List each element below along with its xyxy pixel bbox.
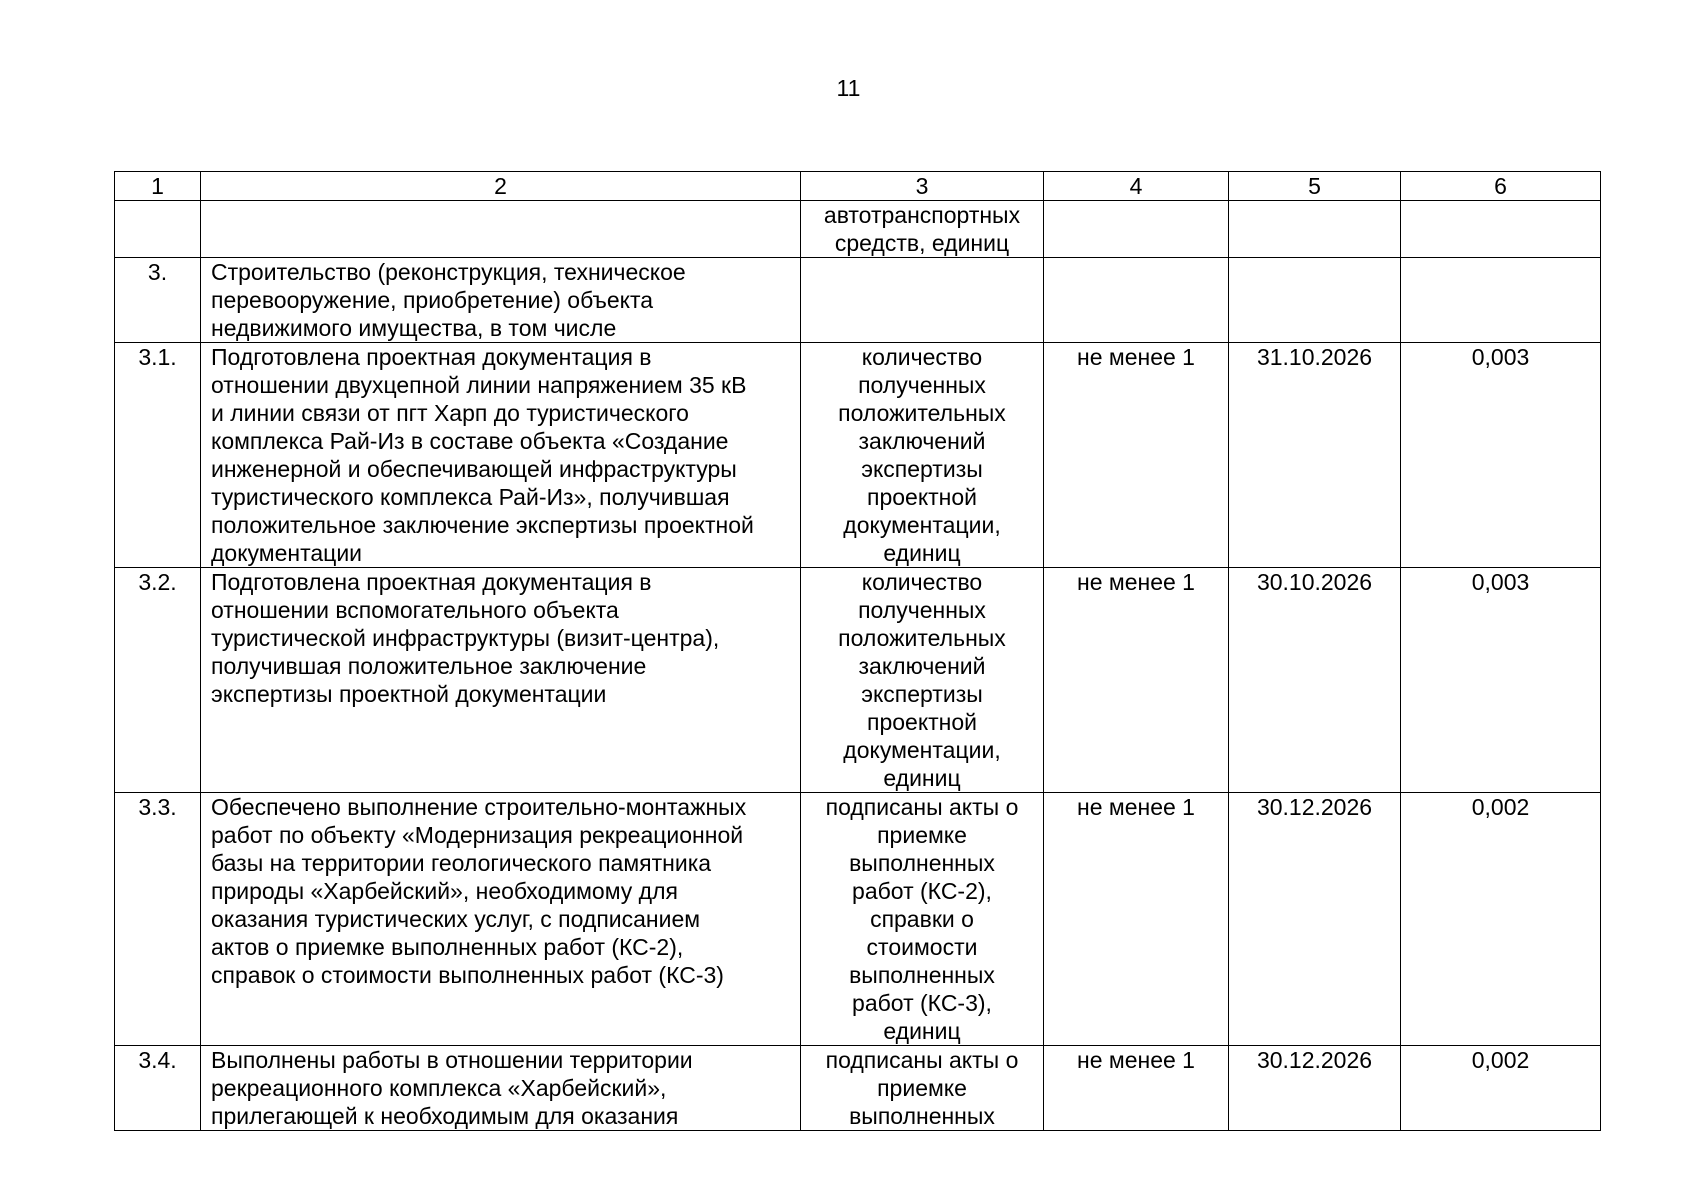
weight-cell: 0,003 <box>1401 343 1601 568</box>
table-row <box>115 793 1601 1046</box>
indicator-cell: количество полученных положительных заключений экспертизы проектной документации, единиц <box>801 343 1044 568</box>
deadline-cell: 30.10.2026 <box>1229 568 1401 793</box>
weight-cell: 0,003 <box>1401 568 1601 793</box>
column-header: 6 <box>1401 172 1601 201</box>
weight-cell <box>1401 258 1601 343</box>
target-value-cell: не менее 1 <box>1044 793 1229 1046</box>
row-number-cell: 3. <box>115 258 201 343</box>
row-number-cell: 3.3. <box>115 793 201 1046</box>
row-number-cell: 3.2. <box>115 568 201 793</box>
table-header-row <box>115 172 1601 201</box>
weight-cell <box>1401 201 1601 258</box>
table-row <box>115 568 1601 793</box>
description-cell <box>201 201 801 258</box>
description-cell: Обеспечено выполнение строительно-монтажных работ по объекту «Модернизация рекреационной базы на территории геологического памятника природы «Харбейский», необходимому для оказания туристических услуг, с подписанием актов о приемке выполненных работ (КС-2), справок о стоимости выполненных работ (КС-3) <box>201 793 801 1046</box>
weight-cell: 0,002 <box>1401 1046 1601 1131</box>
column-header: 5 <box>1229 172 1401 201</box>
column-header: 3 <box>801 172 1044 201</box>
description-cell: Подготовлена проектная документация в отношении двухцепной линии напряжением 35 кВ и линии связи от пгт Харп до туристического комплекса Рай-Из в составе объекта «Создание инженерной и обеспечивающей инфраструктуры туристического комплекса Рай-Из», получившая положительное заключение экспертизы проектной документации <box>201 343 801 568</box>
deadline-cell: 30.12.2026 <box>1229 1046 1401 1131</box>
column-header: 1 <box>115 172 201 201</box>
weight-cell: 0,002 <box>1401 793 1601 1046</box>
deadline-cell <box>1229 258 1401 343</box>
row-number-cell: 3.4. <box>115 1046 201 1131</box>
indicator-cell: подписаны акты о приемке выполненных работ (КС-2), справки о стоимости выполненных работ (КС-3), единиц <box>801 793 1044 1046</box>
table-row <box>115 258 1601 343</box>
indicator-cell: автотранспортных средств, единиц <box>801 201 1044 258</box>
description-cell: Строительство (реконструкция, техническое перевооружение, приобретение) объекта недвижимого имущества, в том числе <box>201 258 801 343</box>
column-header: 2 <box>201 172 801 201</box>
description-cell: Выполнены работы в отношении территории рекреационного комплекса «Харбейский», прилегающей к необходимым для оказания <box>201 1046 801 1131</box>
indicator-cell <box>801 258 1044 343</box>
table-row <box>115 201 1601 258</box>
row-number-cell <box>115 201 201 258</box>
page-number: 11 <box>836 75 861 101</box>
table-row <box>115 1046 1601 1131</box>
deadline-cell: 31.10.2026 <box>1229 343 1401 568</box>
target-value-cell: не менее 1 <box>1044 1046 1229 1131</box>
deadline-cell <box>1229 201 1401 258</box>
target-value-cell: не менее 1 <box>1044 568 1229 793</box>
deadline-cell: 30.12.2026 <box>1229 793 1401 1046</box>
description-cell: Подготовлена проектная документация в отношении вспомогательного объекта туристической инфраструктуры (визит-центра), получившая положительное заключение экспертизы проектной документации <box>201 568 801 793</box>
target-value-cell: не менее 1 <box>1044 343 1229 568</box>
table-row <box>115 343 1601 568</box>
column-header: 4 <box>1044 172 1229 201</box>
indicators-table <box>114 171 1601 1131</box>
target-value-cell <box>1044 201 1229 258</box>
row-number-cell: 3.1. <box>115 343 201 568</box>
indicator-cell: количество полученных положительных заключений экспертизы проектной документации, единиц <box>801 568 1044 793</box>
indicator-cell: подписаны акты о приемке выполненных <box>801 1046 1044 1131</box>
target-value-cell <box>1044 258 1229 343</box>
